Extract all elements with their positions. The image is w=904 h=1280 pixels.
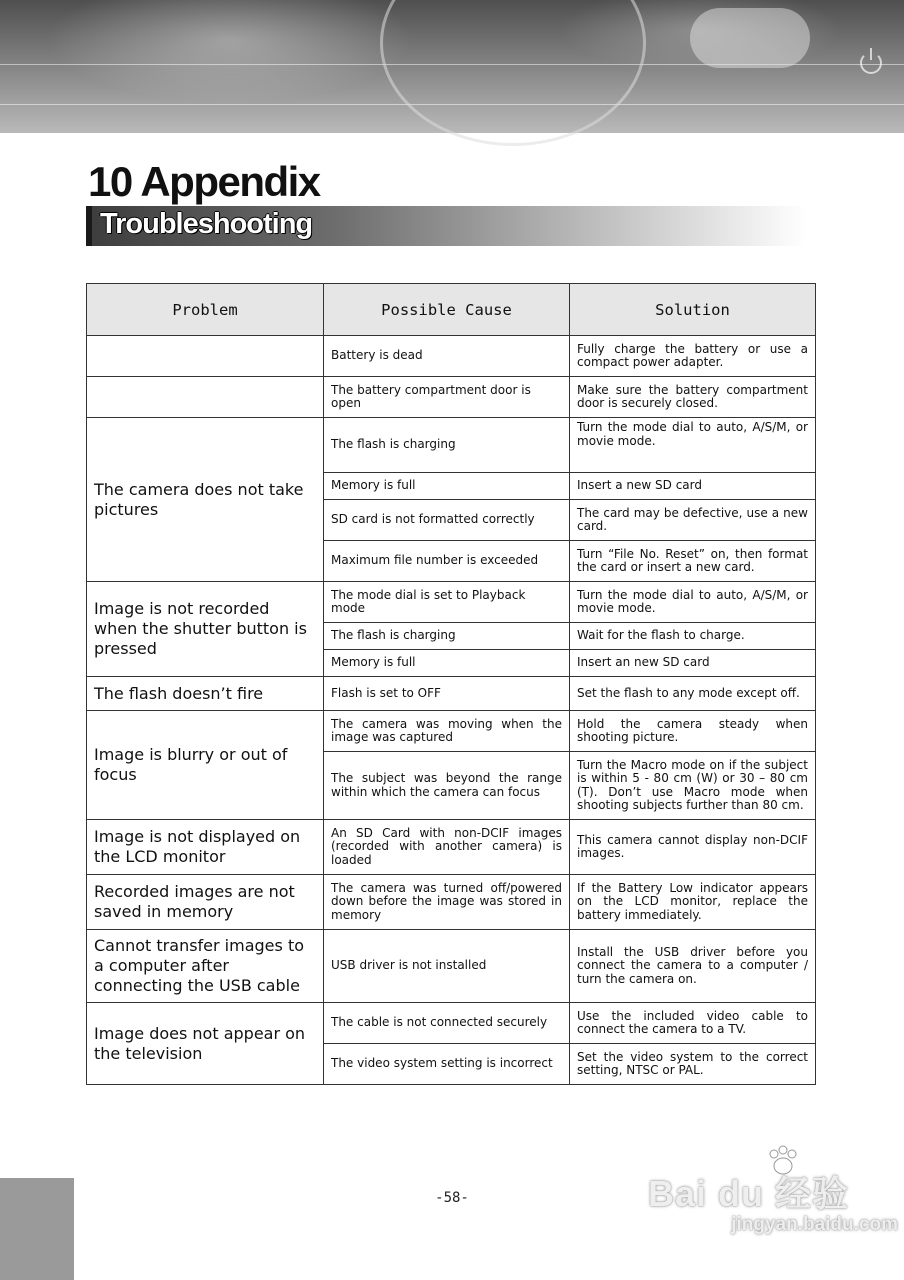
cause-cell: Memory is full <box>324 473 570 500</box>
table-row <box>87 336 816 377</box>
header-cause: Possible Cause <box>324 284 570 336</box>
section-accent <box>86 206 92 246</box>
section-title: Troubleshooting <box>100 208 313 240</box>
camera-lens-graphic <box>380 0 646 146</box>
solution-cell: Turn the mode dial to auto, A/S/M, or movie mode. <box>570 582 816 623</box>
solution-cell: Wait for the flash to charge. <box>570 623 816 650</box>
watermark-url: jingyan.baidu.com <box>731 1214 898 1235</box>
table-row <box>87 377 816 418</box>
problem-cell: Cannot transfer images to a computer after connecting the USB cable <box>87 930 324 1003</box>
cause-cell: The battery compartment door is open <box>324 377 570 418</box>
power-icon <box>860 52 882 74</box>
cause-cell: The subject was beyond the range within which the camera can focus <box>324 752 570 820</box>
table-header-row <box>87 284 816 336</box>
solution-cell: This camera cannot display non-DCIF images. <box>570 820 816 875</box>
solution-cell: Turn the Macro mode on if the subject is within 5 - 80 cm (W) or 30 – 80 cm (T). Don’t use Macro mode when shooting subjects further than 80 cm. <box>570 752 816 820</box>
cause-cell: The video system setting is incorrect <box>324 1044 570 1085</box>
cause-cell: Battery is dead <box>324 336 570 377</box>
cause-cell: The mode dial is set to Playback mode <box>324 582 570 623</box>
cause-cell: The flash is charging <box>324 418 570 473</box>
table-row <box>87 1003 816 1044</box>
page-number: -58- <box>435 1190 469 1206</box>
solution-cell: Use the included video cable to connect the camera to a TV. <box>570 1003 816 1044</box>
baidu-watermark <box>648 1144 898 1244</box>
table-row <box>87 418 816 473</box>
watermark-logo: Bai du 经验 <box>648 1173 850 1214</box>
solution-cell: Insert an new SD card <box>570 650 816 677</box>
solution-cell: The card may be defective, use a new card. <box>570 500 816 541</box>
cause-cell: Memory is full <box>324 650 570 677</box>
header-problem: Problem <box>87 284 324 336</box>
cause-cell: An SD Card with non-DCIF images (recorded with another camera) is loaded <box>324 820 570 875</box>
table-row <box>87 820 816 875</box>
problem-cell-empty <box>87 336 324 377</box>
solution-cell: Turn “File No. Reset” on, then format the card or insert a new card. <box>570 541 816 582</box>
troubleshooting-table <box>86 283 816 1085</box>
header-solution: Solution <box>570 284 816 336</box>
solution-cell: Fully charge the battery or use a compact power adapter. <box>570 336 816 377</box>
chapter-title: 10 Appendix <box>88 158 320 205</box>
solution-cell: Hold the camera steady when shooting picture. <box>570 711 816 752</box>
solution-cell: Set the flash to any mode except off. <box>570 677 816 711</box>
header-banner <box>0 0 904 133</box>
cause-cell: The camera was turned off/powered down before the image was stored in memory <box>324 875 570 930</box>
cause-cell: SD card is not formatted correctly <box>324 500 570 541</box>
solution-cell: Set the video system to the correct setting, NTSC or PAL. <box>570 1044 816 1085</box>
cause-cell: USB driver is not installed <box>324 930 570 1003</box>
cause-cell: Maximum file number is exceeded <box>324 541 570 582</box>
cause-cell: The camera was moving when the image was captured <box>324 711 570 752</box>
problem-cell: The flash doesn’t fire <box>87 677 324 711</box>
solution-cell: Install the USB driver before you connect the camera to a computer / turn the camera on. <box>570 930 816 1003</box>
table-row <box>87 875 816 930</box>
problem-cell: Image is not recorded when the shutter button is pressed <box>87 582 324 677</box>
solution-cell: Insert a new SD card <box>570 473 816 500</box>
problem-cell: Image does not appear on the television <box>87 1003 324 1085</box>
problem-cell: Recorded images are not saved in memory <box>87 875 324 930</box>
solution-cell: Turn the mode dial to auto, A/S/M, or movie mode. <box>570 418 816 473</box>
table-row <box>87 930 816 1003</box>
cause-cell: Flash is set to OFF <box>324 677 570 711</box>
solution-cell: If the Battery Low indicator appears on the LCD monitor, replace the battery immediately. <box>570 875 816 930</box>
problem-cell: Image is blurry or out of focus <box>87 711 324 820</box>
table-row <box>87 677 816 711</box>
problem-cell-empty <box>87 377 324 418</box>
solution-cell: Make sure the battery compartment door is securely closed. <box>570 377 816 418</box>
problem-cell: The camera does not take pictures <box>87 418 324 582</box>
problem-cell: Image is not displayed on the LCD monitor <box>87 820 324 875</box>
table-row <box>87 711 816 752</box>
cause-cell: The cable is not connected securely <box>324 1003 570 1044</box>
cause-cell: The flash is charging <box>324 623 570 650</box>
camera-grip-graphic <box>690 8 810 68</box>
table-row <box>87 582 816 623</box>
section-title-bar <box>86 206 806 246</box>
